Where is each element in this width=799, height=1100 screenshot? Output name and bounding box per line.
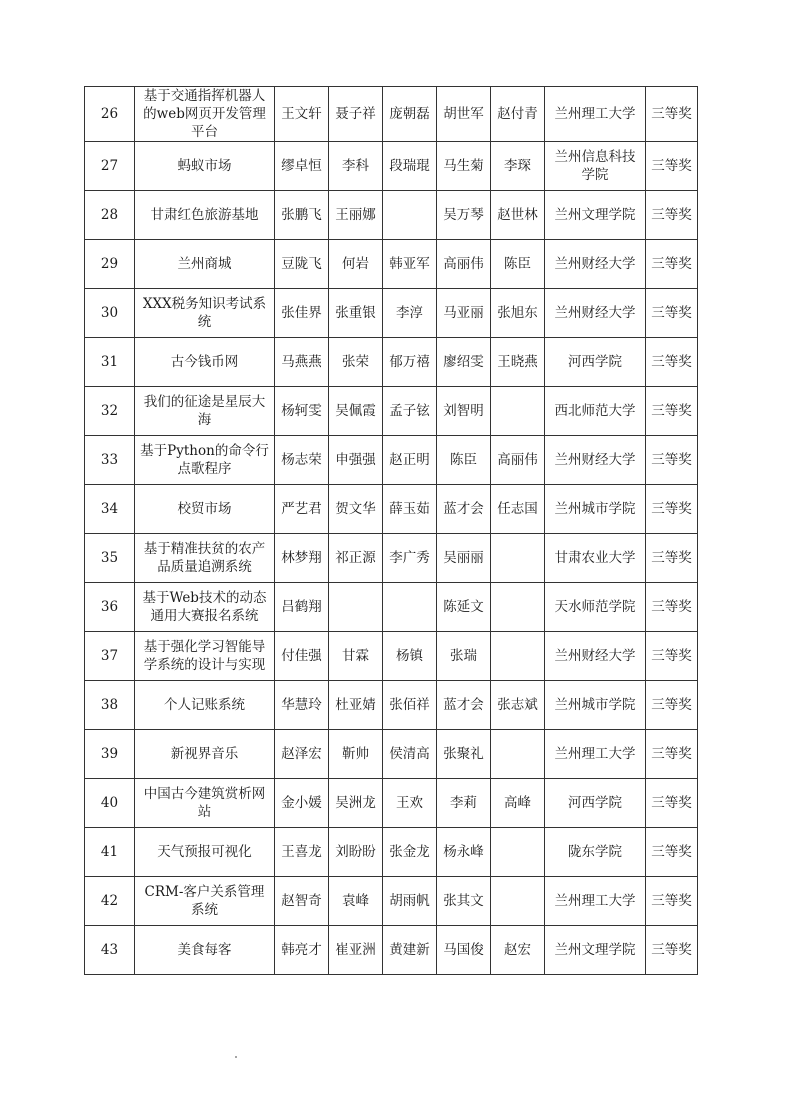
project-name-cell: 天气预报可视化 — [135, 828, 275, 877]
row-number-cell: 26 — [85, 87, 135, 142]
member-2-cell: 申强强 — [329, 436, 383, 485]
project-name-cell: 古今钱币网 — [135, 338, 275, 387]
advisor-1-cell: 马生菊 — [437, 142, 491, 191]
table-row — [85, 338, 698, 387]
member-1-cell: 严艺君 — [275, 485, 329, 534]
advisor-2-cell: 陈臣 — [491, 240, 545, 289]
advisor-2-cell: 赵世林 — [491, 191, 545, 240]
member-2-cell: 聂子祥 — [329, 87, 383, 142]
table-row — [85, 436, 698, 485]
member-3-cell: 赵正明 — [383, 436, 437, 485]
member-2-cell: 何岩 — [329, 240, 383, 289]
row-number-cell: 33 — [85, 436, 135, 485]
member-1-cell: 王喜龙 — [275, 828, 329, 877]
member-1-cell: 缪卓恒 — [275, 142, 329, 191]
advisor-2-cell — [491, 877, 545, 926]
table-row — [85, 87, 698, 142]
school-name-cell: 兰州城市学院 — [545, 681, 646, 730]
award-level-cell: 三等奖 — [646, 436, 698, 485]
advisor-2-cell: 赵付青 — [491, 87, 545, 142]
table-row — [85, 730, 698, 779]
advisor-2-cell — [491, 828, 545, 877]
row-number-cell: 35 — [85, 534, 135, 583]
row-number-cell: 43 — [85, 926, 135, 975]
award-level-cell: 三等奖 — [646, 142, 698, 191]
row-number-cell: 40 — [85, 779, 135, 828]
table-row — [85, 681, 698, 730]
advisor-1-cell: 吴万琴 — [437, 191, 491, 240]
school-name-cell: 河西学院 — [545, 338, 646, 387]
table-row — [85, 289, 698, 338]
award-level-cell: 三等奖 — [646, 387, 698, 436]
member-1-cell: 付佳强 — [275, 632, 329, 681]
row-number-cell: 29 — [85, 240, 135, 289]
advisor-1-cell: 蓝才会 — [437, 485, 491, 534]
member-2-cell: 甘霖 — [329, 632, 383, 681]
project-name-cell: 基于交通指挥机器人的web网页开发管理平台 — [135, 87, 275, 142]
award-level-cell: 三等奖 — [646, 926, 698, 975]
member-2-cell: 贺文华 — [329, 485, 383, 534]
table-row — [85, 779, 698, 828]
award-level-cell: 三等奖 — [646, 338, 698, 387]
project-name-cell: 兰州商城 — [135, 240, 275, 289]
row-number-cell: 36 — [85, 583, 135, 632]
member-3-cell — [383, 583, 437, 632]
member-3-cell: 韩亚军 — [383, 240, 437, 289]
member-3-cell: 张佰祥 — [383, 681, 437, 730]
school-name-cell: 陇东学院 — [545, 828, 646, 877]
member-1-cell: 杨轲雯 — [275, 387, 329, 436]
advisor-1-cell: 高丽伟 — [437, 240, 491, 289]
row-number-cell: 37 — [85, 632, 135, 681]
project-name-cell: 个人记账系统 — [135, 681, 275, 730]
advisor-1-cell: 张其文 — [437, 877, 491, 926]
school-name-cell: 兰州理工大学 — [545, 730, 646, 779]
project-name-cell: 基于强化学习智能导学系统的设计与实现 — [135, 632, 275, 681]
member-2-cell: 张重银 — [329, 289, 383, 338]
member-1-cell: 华慧玲 — [275, 681, 329, 730]
member-3-cell: 段瑞琨 — [383, 142, 437, 191]
member-2-cell: 袁峰 — [329, 877, 383, 926]
advisor-2-cell: 高峰 — [491, 779, 545, 828]
project-name-cell: 基于Python的命令行点歌程序 — [135, 436, 275, 485]
award-level-cell: 三等奖 — [646, 681, 698, 730]
table-row — [85, 583, 698, 632]
advisor-1-cell: 张瑞 — [437, 632, 491, 681]
member-1-cell: 赵泽宏 — [275, 730, 329, 779]
member-1-cell: 金小媛 — [275, 779, 329, 828]
project-name-cell: 美食每客 — [135, 926, 275, 975]
award-level-cell: 三等奖 — [646, 240, 698, 289]
table-row — [85, 534, 698, 583]
award-level-cell: 三等奖 — [646, 730, 698, 779]
member-1-cell: 吕鹤翔 — [275, 583, 329, 632]
member-2-cell — [329, 583, 383, 632]
advisor-2-cell: 张志斌 — [491, 681, 545, 730]
member-2-cell: 杜亚婧 — [329, 681, 383, 730]
member-3-cell: 张金龙 — [383, 828, 437, 877]
member-2-cell: 张荣 — [329, 338, 383, 387]
project-name-cell: CRM-客户关系管理系统 — [135, 877, 275, 926]
school-name-cell: 兰州财经大学 — [545, 632, 646, 681]
award-level-cell: 三等奖 — [646, 583, 698, 632]
member-2-cell: 李科 — [329, 142, 383, 191]
row-number-cell: 30 — [85, 289, 135, 338]
row-number-cell: 28 — [85, 191, 135, 240]
member-1-cell: 韩亮才 — [275, 926, 329, 975]
award-level-cell: 三等奖 — [646, 191, 698, 240]
member-2-cell: 吴佩霞 — [329, 387, 383, 436]
table-row — [85, 828, 698, 877]
advisor-2-cell: 任志国 — [491, 485, 545, 534]
school-name-cell: 兰州财经大学 — [545, 240, 646, 289]
school-name-cell: 甘肃农业大学 — [545, 534, 646, 583]
advisor-1-cell: 刘智明 — [437, 387, 491, 436]
member-3-cell: 李广秀 — [383, 534, 437, 583]
member-3-cell: 王欢 — [383, 779, 437, 828]
member-3-cell: 胡雨帆 — [383, 877, 437, 926]
advisor-2-cell: 赵宏 — [491, 926, 545, 975]
row-number-cell: 42 — [85, 877, 135, 926]
school-name-cell: 兰州财经大学 — [545, 436, 646, 485]
member-3-cell: 黄建新 — [383, 926, 437, 975]
school-name-cell: 兰州文理学院 — [545, 926, 646, 975]
row-number-cell: 38 — [85, 681, 135, 730]
project-name-cell: 基于精准扶贫的农产品质量追溯系统 — [135, 534, 275, 583]
advisor-2-cell: 王晓燕 — [491, 338, 545, 387]
advisor-1-cell: 张聚礼 — [437, 730, 491, 779]
member-3-cell: 侯清高 — [383, 730, 437, 779]
school-name-cell: 兰州理工大学 — [545, 87, 646, 142]
member-1-cell: 张鹏飞 — [275, 191, 329, 240]
member-3-cell: 李淳 — [383, 289, 437, 338]
row-number-cell: 41 — [85, 828, 135, 877]
school-name-cell: 天水师范学院 — [545, 583, 646, 632]
member-3-cell: 郁万禧 — [383, 338, 437, 387]
member-3-cell — [383, 191, 437, 240]
school-name-cell: 河西学院 — [545, 779, 646, 828]
member-3-cell: 庞朝磊 — [383, 87, 437, 142]
advisor-1-cell: 蓝才会 — [437, 681, 491, 730]
table-row — [85, 485, 698, 534]
member-1-cell: 张佳界 — [275, 289, 329, 338]
advisor-2-cell — [491, 534, 545, 583]
advisor-1-cell: 马国俊 — [437, 926, 491, 975]
project-name-cell: 新视界音乐 — [135, 730, 275, 779]
table-row — [85, 142, 698, 191]
member-1-cell: 马燕燕 — [275, 338, 329, 387]
table-row — [85, 387, 698, 436]
advisor-1-cell: 李莉 — [437, 779, 491, 828]
project-name-cell: 我们的征途是星辰大海 — [135, 387, 275, 436]
advisor-1-cell: 杨永峰 — [437, 828, 491, 877]
scan-speck — [235, 1056, 237, 1058]
row-number-cell: 39 — [85, 730, 135, 779]
award-level-cell: 三等奖 — [646, 87, 698, 142]
row-number-cell: 31 — [85, 338, 135, 387]
member-3-cell: 薛玉茹 — [383, 485, 437, 534]
award-level-cell: 三等奖 — [646, 534, 698, 583]
school-name-cell: 兰州信息科技学院 — [545, 142, 646, 191]
advisor-2-cell — [491, 632, 545, 681]
project-name-cell: 甘肃红色旅游基地 — [135, 191, 275, 240]
advisor-1-cell: 马亚丽 — [437, 289, 491, 338]
project-name-cell: 基于Web技术的动态通用大赛报名系统 — [135, 583, 275, 632]
member-1-cell: 豆陇飞 — [275, 240, 329, 289]
award-level-cell: 三等奖 — [646, 828, 698, 877]
award-level-cell: 三等奖 — [646, 289, 698, 338]
table-row — [85, 632, 698, 681]
advisor-1-cell: 胡世军 — [437, 87, 491, 142]
award-table — [84, 86, 698, 975]
table-row — [85, 240, 698, 289]
member-1-cell: 赵智奇 — [275, 877, 329, 926]
advisor-2-cell — [491, 583, 545, 632]
advisor-1-cell: 吴丽丽 — [437, 534, 491, 583]
row-number-cell: 27 — [85, 142, 135, 191]
advisor-1-cell: 陈延文 — [437, 583, 491, 632]
table-row — [85, 926, 698, 975]
project-name-cell: 中国古今建筑赏析网站 — [135, 779, 275, 828]
school-name-cell: 兰州城市学院 — [545, 485, 646, 534]
row-number-cell: 34 — [85, 485, 135, 534]
project-name-cell: 蚂蚁市场 — [135, 142, 275, 191]
member-2-cell: 靳帅 — [329, 730, 383, 779]
row-number-cell: 32 — [85, 387, 135, 436]
member-1-cell: 杨志荣 — [275, 436, 329, 485]
advisor-2-cell: 高丽伟 — [491, 436, 545, 485]
advisor-1-cell: 廖绍雯 — [437, 338, 491, 387]
member-3-cell: 孟子铉 — [383, 387, 437, 436]
member-3-cell: 杨镇 — [383, 632, 437, 681]
table-row — [85, 877, 698, 926]
advisor-2-cell — [491, 387, 545, 436]
school-name-cell: 兰州文理学院 — [545, 191, 646, 240]
member-2-cell: 王丽娜 — [329, 191, 383, 240]
award-level-cell: 三等奖 — [646, 632, 698, 681]
table-row — [85, 191, 698, 240]
advisor-2-cell: 张旭东 — [491, 289, 545, 338]
school-name-cell: 西北师范大学 — [545, 387, 646, 436]
award-level-cell: 三等奖 — [646, 877, 698, 926]
member-2-cell: 祁正源 — [329, 534, 383, 583]
award-table-body — [85, 87, 698, 975]
advisor-1-cell: 陈臣 — [437, 436, 491, 485]
project-name-cell: XXX税务知识考试系统 — [135, 289, 275, 338]
member-2-cell: 刘盼盼 — [329, 828, 383, 877]
project-name-cell: 校贸市场 — [135, 485, 275, 534]
member-1-cell: 王文轩 — [275, 87, 329, 142]
school-name-cell: 兰州财经大学 — [545, 289, 646, 338]
member-2-cell: 吴洲龙 — [329, 779, 383, 828]
advisor-2-cell — [491, 730, 545, 779]
award-level-cell: 三等奖 — [646, 485, 698, 534]
school-name-cell: 兰州理工大学 — [545, 877, 646, 926]
member-1-cell: 林梦翔 — [275, 534, 329, 583]
award-level-cell: 三等奖 — [646, 779, 698, 828]
member-2-cell: 崔亚洲 — [329, 926, 383, 975]
advisor-2-cell: 李琛 — [491, 142, 545, 191]
